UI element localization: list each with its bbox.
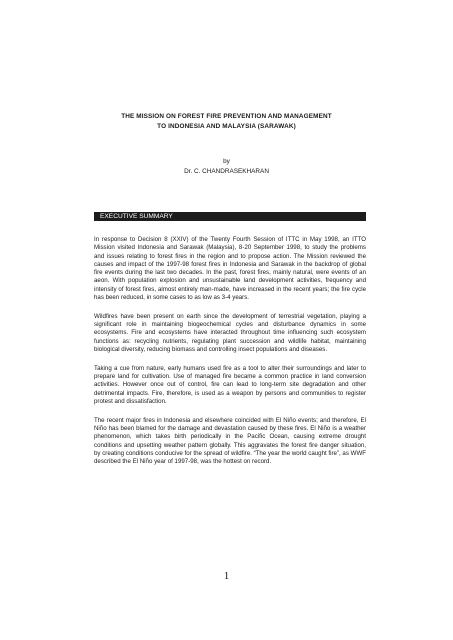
- page-number: 1: [223, 570, 230, 582]
- title-line-2: TO INDONESIA AND MALAYSIA (SARAWAK): [157, 123, 296, 130]
- paragraph-1: In response to Decision 8 (XXIV) of the Twenty Fourth Session of ITTC in May 1998, an ITTO Mission visited Indonesia and Sarawak (Malaysia), 8-20 September 1998, to study the problems and issues relating to forest fires in the region and to propose action. The Mission reviewed the causes and impact of the 1997-98 forest fires in Indonesia and Sarawak in the backdrop of global fire events during the last two decades. In the past, forest fires, mainly natural, were events of an aeon. With population explosion and unsustainable land development activities, frequency and intensity of forest fires, almost entirely man-made, have increased in the recent years; the fire cycle has been reduced, in some cases to as low as 3-4 years.: [94, 236, 366, 302]
- title-line-1: THE MISSION ON FOREST FIRE PREVENTION AND MANAGEMENT: [121, 113, 332, 120]
- byline: [60, 157, 393, 177]
- document-title: [60, 112, 393, 132]
- body-text: [94, 236, 366, 477]
- paragraph-4: The recent major fires in Indonesia and elsewhere coincided with El Niño events; and therefore, El Niño has been blamed for the damage and devastation caused by these fires. El Niño is a weather phenomenon, which takes birth periodically in the Pacific Ocean, causing extreme drought conditions and upsetting weather pattern globally. This aggravates the forest fire danger situation, by creating conditions conducive for the spread of wildfire. “The year the world caught fire”, as WWF described the El Niño year of 1997-98, was the hottest on record.: [94, 416, 366, 466]
- byline-by: by: [223, 158, 230, 165]
- section-header: EXECUTIVE SUMMARY: [94, 212, 366, 221]
- paragraph-2: Wildfires have been present on earth since the development of terrestrial vegetation, playing a significant role in maintaining biogeochemical cycles and disturbance dynamics in some ecosystems. Fire and ecosystems have interacted throughout time influencing such ecosystem functions as: recycling nutrients, regulating plant succession and wildlife habitat, maintaining biological diversity, reducing biomass and controlling insect populations and diseases.: [94, 312, 366, 354]
- paragraph-3: Taking a cue from nature, early humans used fire as a tool to alter their surroundings and later to prepare land for cultivation. Use of managed fire became a common practice in land conversion activities. However once out of control, fire can lead to long-term site degradation and other detrimental impacts. Fire, therefore, is used as a weapon by persons and communities to register protest and dissatisfaction.: [94, 364, 366, 406]
- author-name: Dr. C. CHANDRASEKHARAN: [184, 168, 269, 175]
